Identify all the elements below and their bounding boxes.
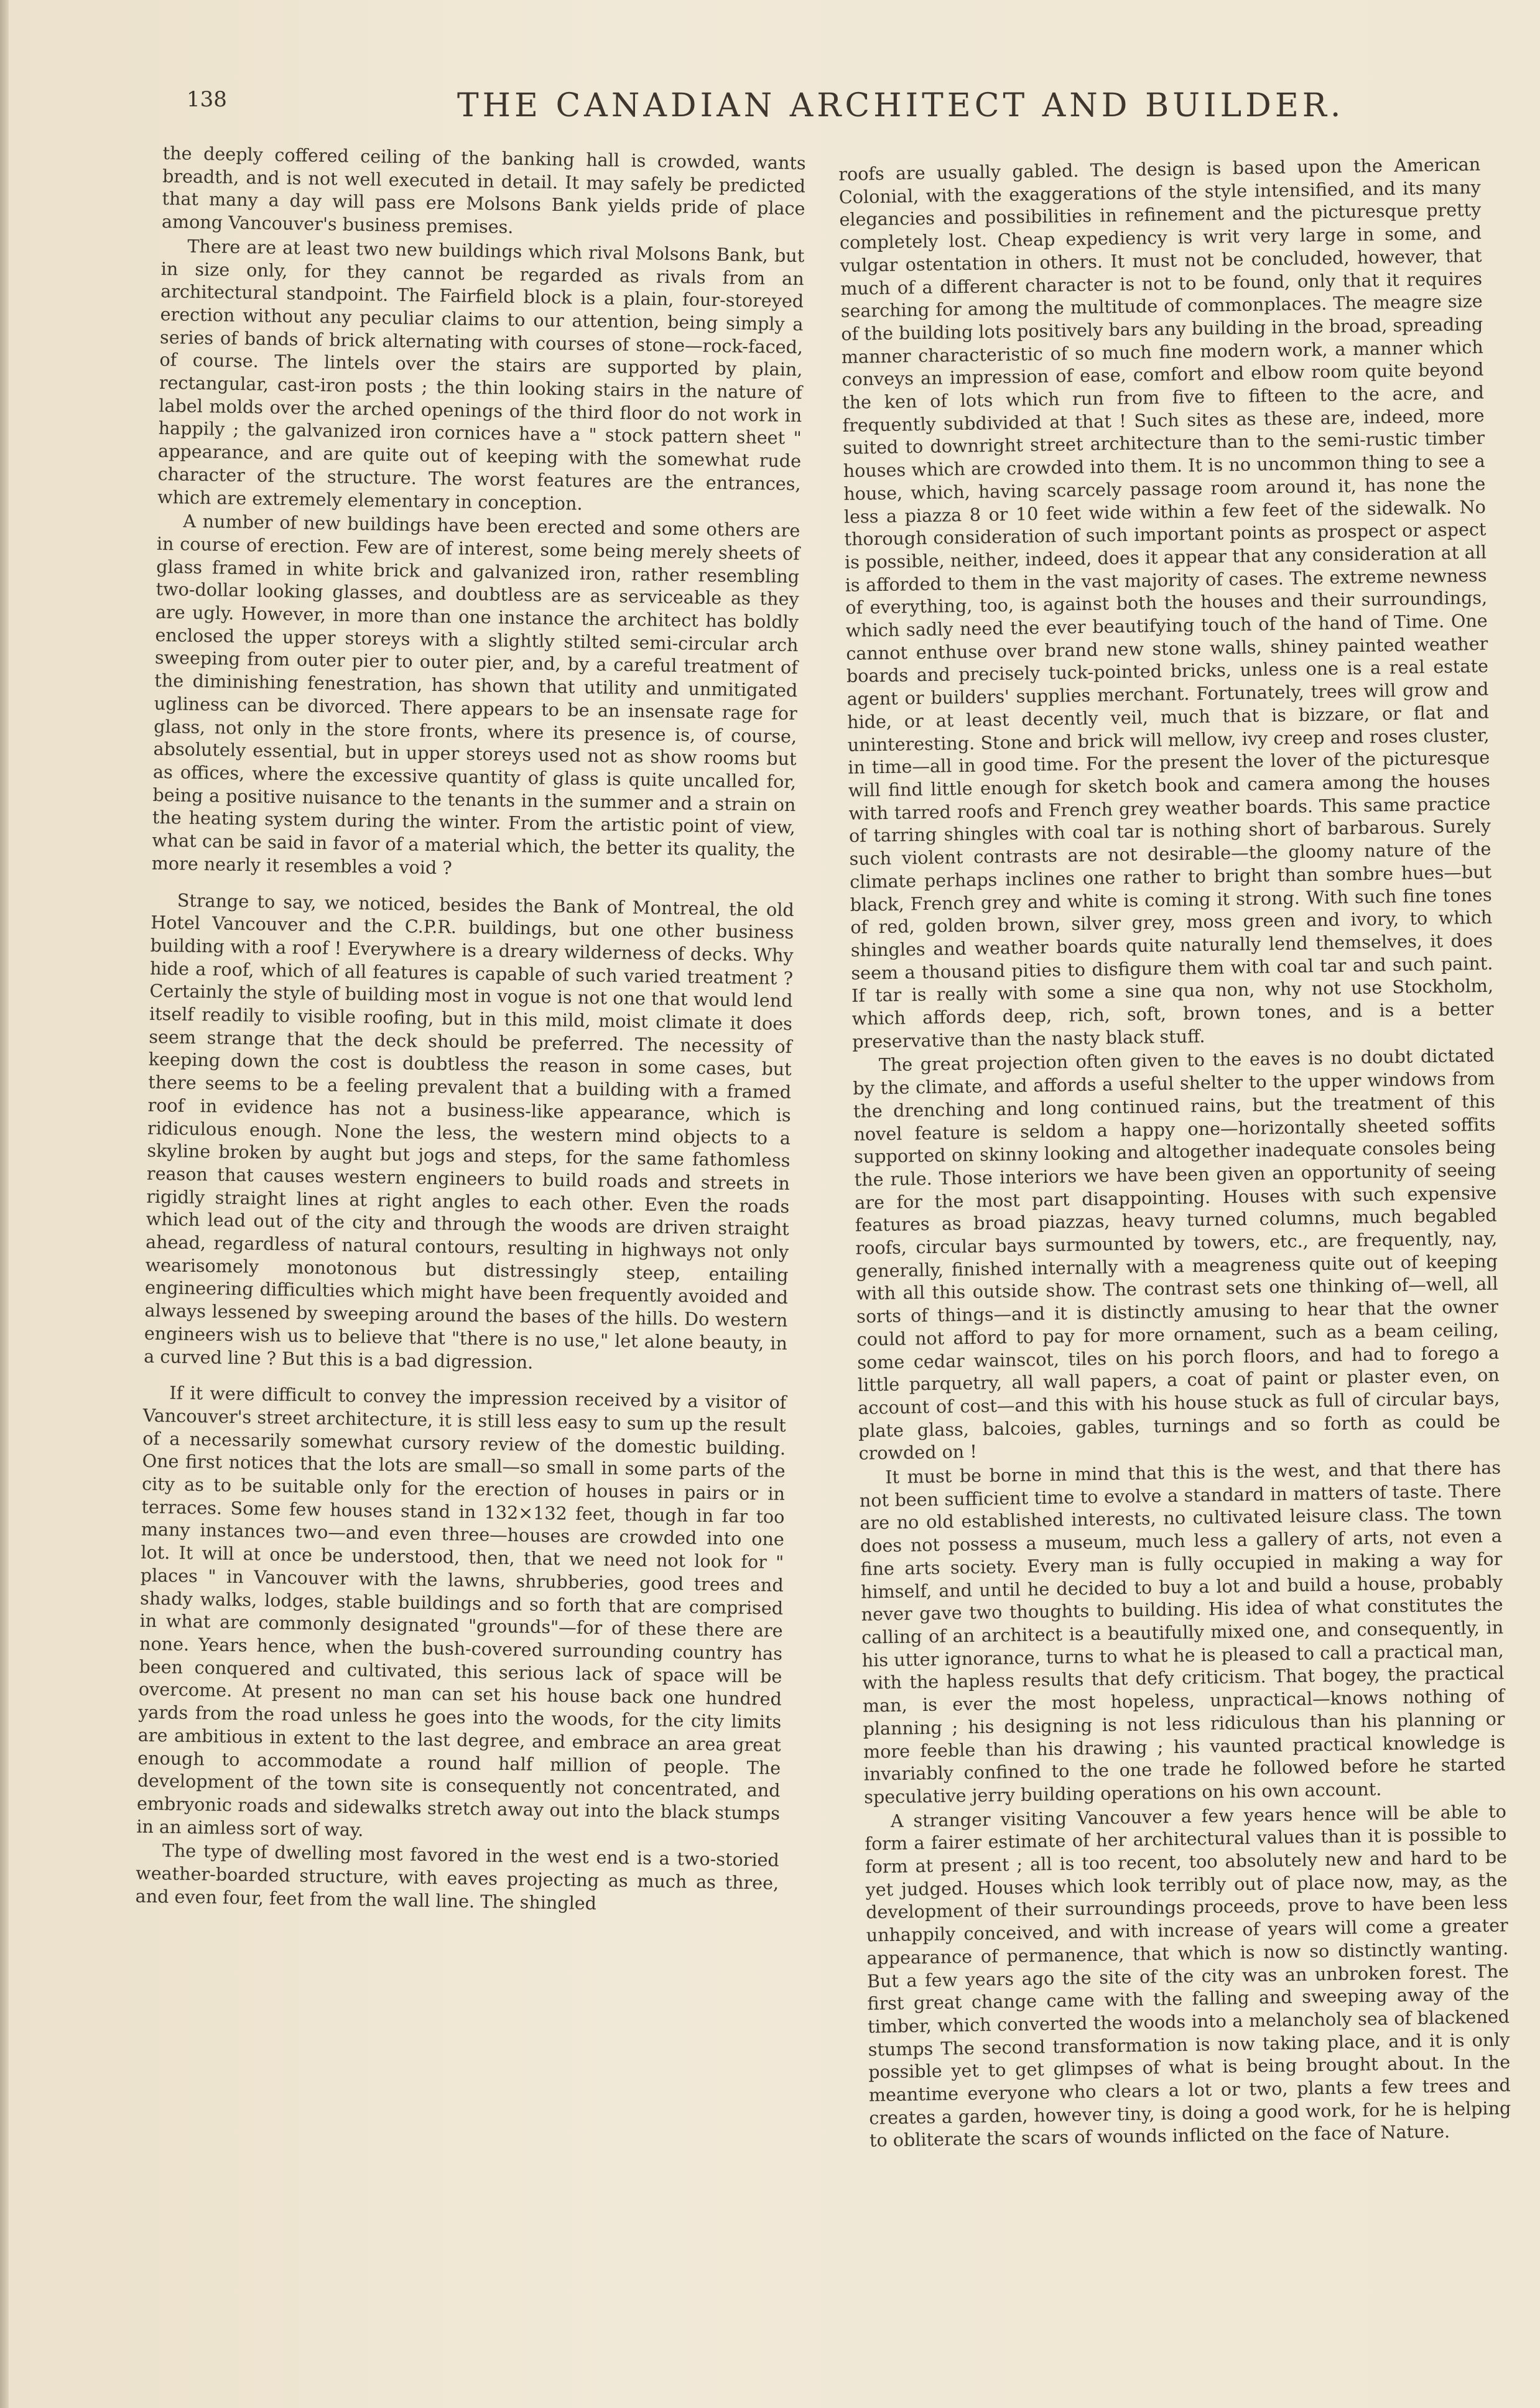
paragraph: There are at least two new buildings which rival Molsons Bank, but in size only, for they cannot be regarded as rivals from an architectural standpoint. The Fairfield block is a plain, four-storeyed erection without any peculiar claims to our attention, being simply a series of bands of brick alternating with courses of stone—rock-faced, of course. The lintels over the stairs are supported by plain, rectangular, cast-iron posts ; the thin looking stairs in the nature of label molds over the arched openings of the third floor do not work in happily ; the galvanized iron cornices have a " stock pattern sheet " appearance, and are quite out of keeping with the somewhat rude character of the structure. The worst features are the entrances, which are extremely elementary in conception. xyxy=(157,235,805,514)
paragraph: Strange to say, we noticed, besides the Bank of Montreal, the old Hotel Vancouver and the C.P.R. buildings, but one other business building with a roof ! Everywhere is a dreary wilderness of decks. Why hide a roof, which of all features is capable of such varied treatment ? Certainly the style of building most in vogue is not one that would lend itself readily to visible roofing, but in this mild, moist climate it does seem strange that the deck should be preferred. The necessity of keeping down the cost is doubtless the reason in some cases, but there seems to be a feeling prevalent that a building with a framed roof in evidence has not a business-like appearance, which is ridiculous enough. None the less, the western mind objects to a skyline broken by aught but jogs and steps, for the same fathomless reason that causes western engineers to build roads and streets in rigidly straight lines at right angles to each other. Even the roads which lead out of the city and through the woods are driven straight ahead, regardless of natural contours, resulting in highways not only wearisomely monotonous but distressingly steep, entailing engineering difficulties which might have been frequently avoided and always lessened by sweeping around the bases of the hills. Do western engineers wish us to believe that "there is no use," let alone beauty, in a curved line ? But this is a bad digression. xyxy=(144,889,795,1373)
paragraph: A stranger visiting Vancouver a few years hence will be able to form a fairer estimate of her architectural values than it is possible to form at present ; all is too recent, too absolutely new and hard to be yet judged. Houses which look terribly out of place now, may, as the development of their surroundings proceeds, prove to have been less unhappily conceived, and with increase of years will come a greater appearance of permanence, that which is now so distinctly wanting. But a few years ago the site of the city was an unbroken forest. The first great change came with the falling and sweeping away of the timber, which converted the woods into a melancholy sea of blackened stumps The second transformation is now taking place, and it is only possible yet to get glimpses of what is being brought about. In the meantime everyone who clears a lot or two, plants a few trees and creates a garden, however tiny, is doing a good work, for he is helping to obliterate the scars of wounds inflicted on the face of Nature. xyxy=(865,1800,1511,2152)
page-number: 138 xyxy=(187,87,227,112)
page-edge xyxy=(0,0,9,2408)
paragraph: roofs are usually gabled. The design is based upon the American Colonial, with the exaggerations of the style intensified, and its many elegancies and possibilities in refinement and the picturesque pretty completely lost. Cheap expediency is writ very large in some, and vulgar ostentation in others. It must not be concluded, however, that much of a different character is not to be found, only that it requires searching for among the multitude of commonplaces. The meagre size of the building lots positively bars any building in the broad, spreading manner characteristic of so much fine modern work, a manner which conveys an impression of ease, comfort and elbow room quite beyond the ken of lots which run from five to fifteen to the acre, and frequently subdivided at that ! Such sites as these are, indeed, more suited to downright street architecture than to the semi-rustic timber houses which are crowded into them. It is no uncommon thing to see a house, which, having scarcely passage room around it, has none the less a piazza 8 or 10 feet wide within a few feet of the sidewalk. No thorough consideration of such important points as prospect or aspect is possible, neither, indeed, does it appear that any consideration at all is afforded to them in the vast majority of cases. The extreme newness of everything, too, is against both the houses and their surroundings, which sadly need the ever beautifying touch of the hand of Time. One cannot enthuse over brand new stone walls, shiney painted weather boards and precisely tuck-pointed bricks, unless one is a real estate agent or builders' supplies merchant. Fortunately, trees will grow and hide, or at least decently veil, much that is bizzare, or flat and uninteresting. Stone and brick will mellow, ivy creep and roses cluster, in time—all in good time. For the present the lover of the picturesque will find little enough for sketch book and camera among the houses with tarred roofs and French grey weather boards. This same practice of tarring shingles with coal tar is nothing short of barbarous. Surely such violent contrasts are not desirable—the gloomy nature of the climate perhaps inclines one rather to bright than sombre hues—but black, French grey and white is coming it strong. With such fine tones of red, golden brown, silver grey, moss green and ivory, to which shingles and weather boards quite naturally lend themselves, it does seem a thousand pities to disfigure them with coal tar and such paint. If tar is really with some a sine qua non, why not use Stockholm, which affords deep, rich, soft, brown tones, and is a better preservative than the nasty black stuff. xyxy=(838,153,1494,1052)
paragraph: It must be borne in mind that this is the west, and that there has not been sufficient time to evolve a standard in matters of taste. There are no old established interests, no cultivated leisure class. The town does not possess a museum, much less a gallery of arts, not even a fine arts society. Every man is fully occupied in making a way for himself, and until he decided to buy a lot and build a house, probably never gave two thoughts to building. His idea of what constitutes the calling of an architect is a beautifully mixed one, and consequently, in his utter ignorance, turns to what he is pleased to call a practical man, with the hapless results that defy criticism. That bogey, the practical man, is ever the most hopeless, unpractical—knows nothing of planning ; his designing is not less ridiculous than his planning or more feeble than his drawing ; his vaunted practical knowledge is invariably confined to the one trade he followed before he started speculative jerry building operations on his own account. xyxy=(859,1456,1506,1808)
running-head: THE CANADIAN ARCHITECT AND BUILDER. xyxy=(457,87,1345,124)
paragraph: If it were difficult to convey the impression received by a visitor of Vancouver's street architecture, it is still less easy to sum up the result of a necessarily somewhat cursory review of the domestic building. One first notices that the lots are small—so small in some parts of the city as to be suitable only for the erection of houses in pairs or in terraces. Some few houses stand in 132×132 feet, though in far too many instances two—and even three—houses are crowded into one lot. It will at once be understood, then, that we need not look for " places " in Vancouver with the lawns, shrubberies, good trees and shady walks, lodges, stable buildings and so forth that are comprised in what are commonly designated "grounds"—for of these there are none. Years hence, when the bush-covered surrounding country has been conquered and cultivated, this serious lack of space will be overcome. At present no man can set his house back one hundred yards from the road unless he goes into the woods, for the city limits are ambitious in extent to the last degree, and embrace an area great enough to accommodate a round half million of people. The development of the town site is consequently not concentrated, and embryonic roads and sidewalks stretch away out into the black stumps in an aimless sort of way. xyxy=(136,1382,787,1841)
paragraph: A number of new buildings have been erected and some others are in course of erection. Few are of interest, some being merely sheets of glass framed in white brick and galvanized iron, rather resembling two-dollar looking glasses, and doubtless are as serviceable as they are ugly. However, in more than one instance the architect has boldly enclosed the upper storeys with a slightly stilted semi-circular arch sweeping from outer pier to outer pier, and, by a careful treatment of the diminishing fenestration, has shown that utility and unmitigated ugliness can be divorced. There appears to be an insensate rage for glass, not only in the store fronts, where its presence is, of course, absolutely essential, but in upper storeys used not as show rooms but as offices, where the excessive quantity of glass is quite uncalled for, being a positive nuisance to the tenants in the summer and a strain on the heating system during the winter. From the artistic point of view, what can be said in favor of a material which, the better its quality, the more nearly it resembles a void ? xyxy=(151,510,800,879)
paragraph: The type of dwelling most favored in the west end is a two-storied weather-boarded structure, with eaves projecting as much as three, and even four, feet from the wall line. The shingled xyxy=(135,1840,779,1914)
right-column xyxy=(838,153,1511,2154)
paragraph: The great projection often given to the eaves is no doubt dictated by the climate, and affords a useful shelter to the upper windows from the drenching and long continued rains, but the treatment of this novel feature is seldom a happy one—horizontally sheeted soffits supported on skinny looking and altogether inadequate consoles being the rule. Those interiors we have been given an opportunity of seeing are for the most part disappointing. Houses with such expensive features as broad piazzas, heavy turned columns, much begabled roofs, circular bays surmounted by towers, etc., are frequently, nay, generally, finished internally with a meagreness quite out of keeping with all this outside show. The contrast sets one thinking of—well, all sorts of things—and it is distinctly amusing to hear that the owner could not afford to pay for more ornament, such as a beam ceiling, some cedar wainscot, tiles on his porch floors, and had to forego a little parquetry, all wall papers, a coat of paint or plaster even, on account of cost—and this with his house stuck as full of circular bays, plate glass, balcoies, gables, turnings and so forth as could be crowded on ! xyxy=(853,1045,1501,1465)
left-column xyxy=(135,142,806,1919)
paragraph: the deeply coffered ceiling of the banking hall is crowded, wants breadth, and is not well executed in detail. It may safely be predicted that many a day will pass ere Molsons Bank yields pride of place among Vancouver's business premises. xyxy=(161,142,806,238)
